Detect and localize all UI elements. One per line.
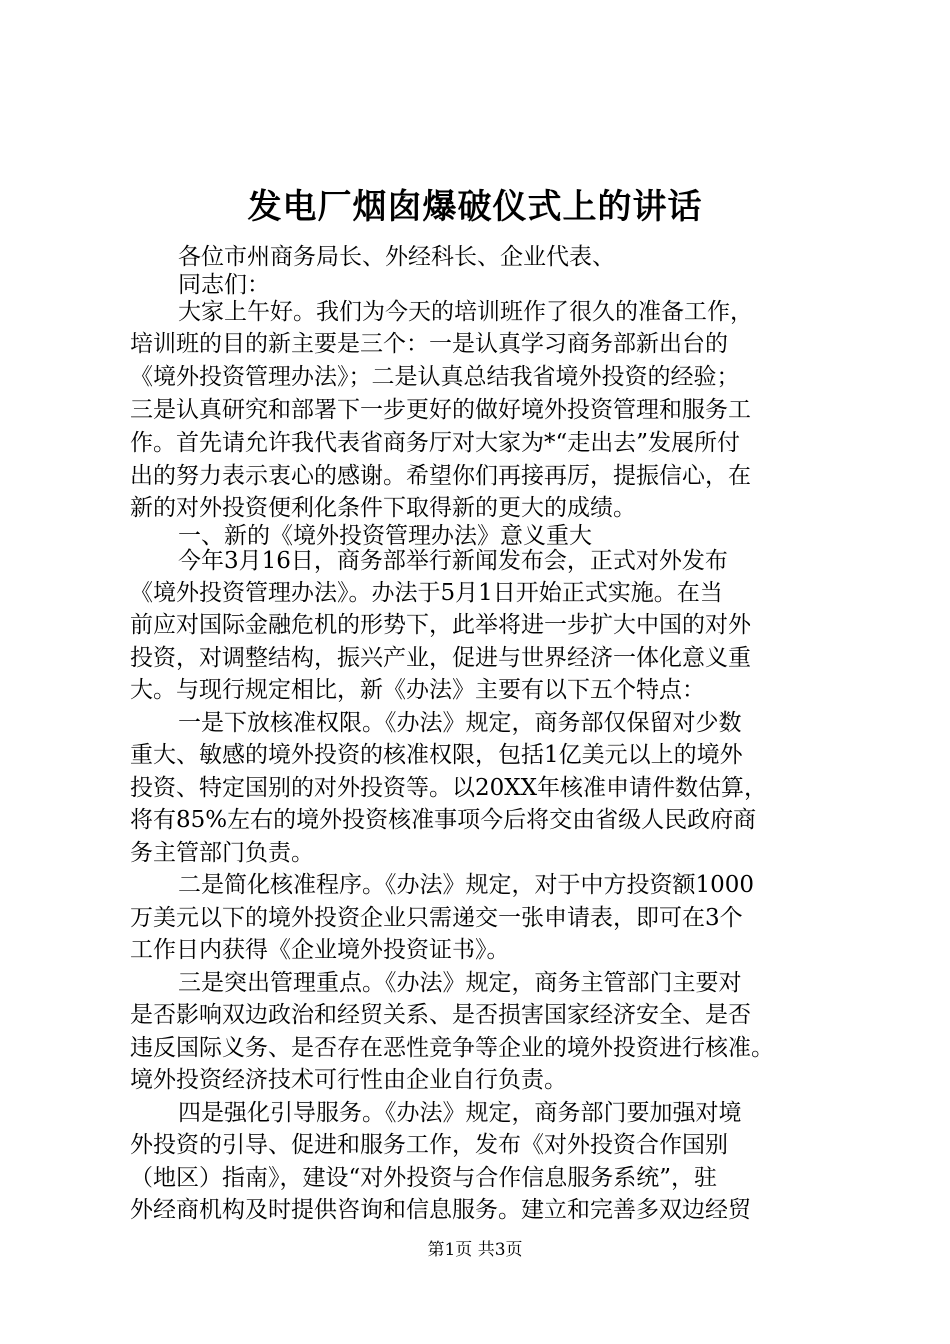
text-line: 投资，对调整结构，振兴产业，促进与世界经济一体化意义重 bbox=[130, 645, 751, 671]
text-line: 工作日内获得《企业境外投资证书》。 bbox=[130, 937, 510, 963]
text-line: 境外投资经济技术可行性由企业自行负责。 bbox=[130, 1067, 567, 1093]
text-line: 大家上午好。我们为今天的培训班作了很久的准备工作， bbox=[178, 299, 753, 325]
text-line: 二是简化核准程序。《办法》规定，对于中方投资额1000 bbox=[178, 872, 755, 898]
text-line: 是否影响双边政治和经贸关系、是否损害国家经济安全、是否 bbox=[130, 1002, 751, 1028]
text-line: 四是强化引导服务。《办法》规定，商务部门要加强对境 bbox=[178, 1100, 742, 1126]
document-title: 发电厂烟囱爆破仪式上的讲话 bbox=[247, 187, 703, 227]
text-line: 前应对国际金融危机的形势下，此举将进一步扩大中国的对外 bbox=[130, 612, 751, 638]
text-line: 《境外投资管理办法》；二是认真总结我省境外投资的经验； bbox=[130, 364, 740, 390]
text-line: 大。与现行规定相比，新《办法》主要有以下五个特点： bbox=[130, 677, 705, 703]
text-line: 培训班的目的新主要是三个：一是认真学习商务部新出台的 bbox=[130, 331, 728, 357]
text-line: 新的对外投资便利化条件下取得新的更大的成绩。 bbox=[130, 495, 636, 521]
text-line: 三是突出管理重点。《办法》规定，商务主管部门主要对 bbox=[178, 970, 742, 996]
text-line: 一是下放核准权限。《办法》规定，商务部仅保留对少数 bbox=[178, 710, 742, 736]
text-line: 外经商机构及时提供咨询和信息服务。建立和完善多双边经贸 bbox=[130, 1197, 751, 1223]
page-number-footer: 第1页 共3页 bbox=[427, 1240, 523, 1260]
text-line: 三是认真研究和部署下一步更好的做好境外投资管理和服务工 bbox=[130, 397, 751, 423]
text-line: 务主管部门负责。 bbox=[130, 840, 314, 866]
text-line: 各位市州商务局长、外经科长、企业代表、 bbox=[178, 244, 615, 270]
text-line: 万美元以下的境外投资企业只需递交一张申请表，即可在3个 bbox=[130, 905, 743, 931]
text-line: 外投资的引导、促进和服务工作，发布《对外投资合作国别 bbox=[130, 1132, 728, 1158]
text-line: 《境外投资管理办法》。办法于5月1日开始正式实施。在当 bbox=[130, 580, 723, 606]
text-line: 今年3月16日，商务部举行新闻发布会，正式对外发布 bbox=[178, 548, 728, 574]
text-line: 重大、敏感的境外投资的核准权限，包括1亿美元以上的境外 bbox=[130, 742, 743, 768]
text-line: 将有85%左右的境外投资核准事项今后将交由省级人民政府商 bbox=[130, 807, 757, 833]
text-line: 违反国际义务、是否存在恶性竞争等企业的境外投资进行核准。 bbox=[130, 1035, 774, 1061]
text-line: 投资、特定国别的对外投资等。以20XX年核准申请件数估算， bbox=[130, 775, 768, 801]
section-heading: 一、新的《境外投资管理办法》意义重大 bbox=[178, 523, 592, 549]
text-line: 同志们： bbox=[178, 272, 270, 298]
text-line: 作。首先请允许我代表省商务厅对大家为*“走出去”发展所付 bbox=[130, 430, 741, 456]
text-line: （地区）指南》，建设“对外投资与合作信息服务系统”，驻 bbox=[130, 1165, 718, 1191]
text-line: 出的努力表示衷心的感谢。希望你们再接再厉，提振信心，在 bbox=[130, 463, 751, 489]
